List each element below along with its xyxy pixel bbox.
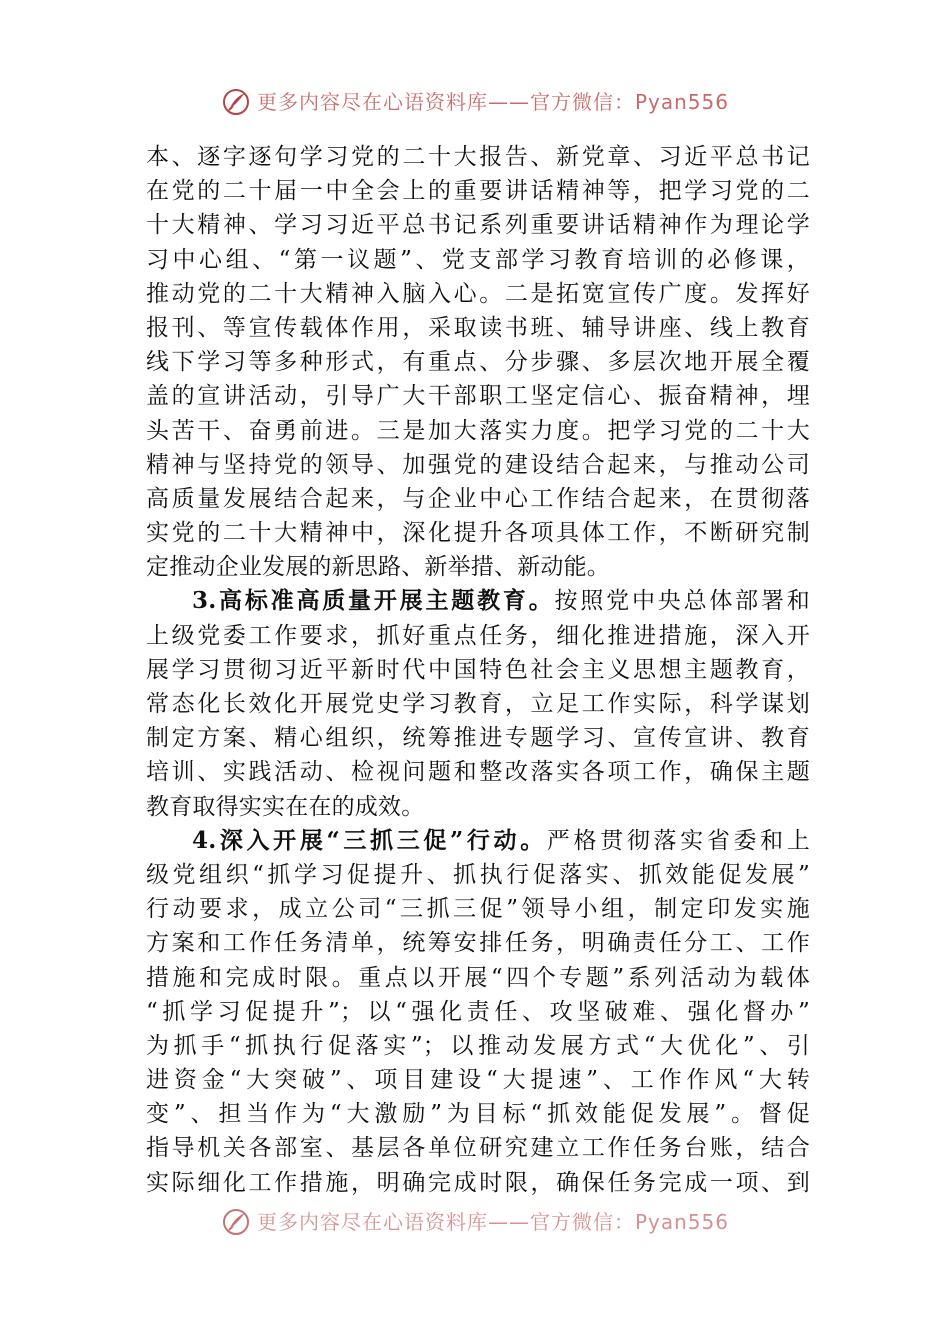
text-line: 培训、实践活动、检视问题和整改落实各项工作，确保主题 (146, 759, 810, 786)
text-line: “抓学习促提升”；以“强化责任、攻坚破难、强化督办” (146, 998, 810, 1025)
header-watermark (0, 86, 950, 118)
section-3-first-text: 按照党中央总体部署和 (554, 588, 810, 615)
watermark-text: 更多内容尽在心语资料库——官方微信：Pyan556 (256, 90, 729, 114)
text-line: 精神与坚持党的领导、加强党的建设结合起来，与推动公司 (146, 451, 810, 478)
text-line: 级党组织“抓学习促提升、抓执行促落实、抓效能促发展” (146, 861, 810, 888)
watermark-text: 更多内容尽在心语资料库——官方微信：Pyan556 (256, 1210, 729, 1234)
section-4-first-line (146, 824, 810, 858)
text-line: 行动要求，成立公司“三抓三促”领导小组，制定印发实施 (146, 896, 810, 923)
text-line: 指导机关各部室、基层各单位研究建立工作任务台账，结合 (146, 1135, 810, 1162)
section-3-first-line (146, 584, 810, 618)
section-3-heading: 3.高标准高质量开展主题教育。 (192, 587, 555, 615)
text-line: 线下学习等多种形式，有重点、分步骤、多层次地开展全覆 (146, 349, 810, 376)
section-4-heading: 4.深入开展“三抓三促”行动。 (192, 826, 547, 854)
text-line: 报刊、等宣传载体作用，采取读书班、辅导讲座、线上教育 (146, 314, 810, 341)
text-line: 变”、担当作为“大激励”为目标“抓效能促发展”。督促 (146, 1101, 810, 1128)
text-line: 上级党委工作要求，抓好重点任务，细化推进措施，深入开 (146, 622, 810, 649)
text-line: 展学习贯彻习近平新时代中国特色社会主义思想主题教育， (146, 656, 810, 683)
text-line: 高质量发展结合起来，与企业中心工作结合起来，在贯彻落 (146, 485, 810, 512)
text-line: 实党的二十大精神中，深化提升各项具体工作，不断研究制 (146, 520, 810, 547)
text-line: 常态化长效化开展党史学习教育，立足工作实际，科学谋划 (146, 691, 810, 717)
text-line: 进资金“大突破”、项目建设“大提速”、工作作风“大转 (146, 1067, 810, 1094)
text-line: 头苦干、奋勇前进。三是加大落实力度。把学习党的二十大 (146, 417, 810, 444)
text-line: 在党的二十届一中全会上的重要讲话精神等，把学习党的二 (146, 178, 810, 205)
text-line: 实际细化工作措施，明确完成时限，确保任务完成一项、到 (146, 1169, 810, 1196)
quill-logo-icon (221, 1207, 251, 1237)
text-line: 习中心组、“第一议题”、党支部学习教育培训的必修课， (146, 246, 810, 273)
quill-logo-icon (221, 87, 251, 117)
text-line: 为抓手“抓执行促落实”；以推动发展方式“大优化”、引 (146, 1032, 810, 1059)
text-line: 定推动企业发展的新思路、新举措、新动能。 (146, 554, 610, 581)
text-line: 十大精神、学习习近平总书记系列重要讲话精神作为理论学 (146, 212, 810, 239)
text-line: 措施和完成时限。重点以开展“四个专题”系列活动为载体 (146, 964, 810, 991)
text-line: 教育取得实实在在的成效。 (146, 793, 425, 820)
footer-watermark (0, 1206, 950, 1238)
text-line: 推动党的二十大精神入脑入心。二是拓宽宣传广度。发挥好 (146, 280, 810, 307)
text-line: 本、逐字逐句学习党的二十大报告、新党章、习近平总书记 (146, 144, 810, 170)
section-4-first-text: 严格贯彻落实省委和上 (546, 827, 810, 854)
document-body (146, 140, 810, 1200)
text-line: 制定方案、精心组织，统筹推进专题学习、宣传宣讲、教育 (146, 725, 810, 752)
text-line: 方案和工作任务清单，统筹安排任务，明确责任分工、工作 (146, 930, 810, 957)
text-line: 盖的宣讲活动，引导广大干部职工坚定信心、振奋精神，埋 (146, 383, 810, 410)
